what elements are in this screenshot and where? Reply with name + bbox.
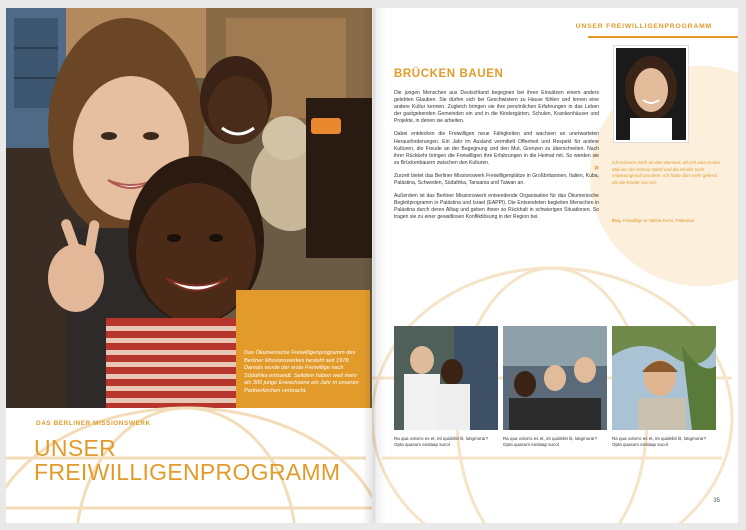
quote-author-role: Freiwillige in Talitha Kumi, Palästina (622, 218, 694, 223)
quote-author (612, 218, 694, 224)
paragraph-1: Die jungen Menschen aus Deutschland begegnen bei ihren Einsätzen einem anders gelebten Glauben. Sie dürfen sich bei Geschwistern zu Hause fühlen und lernen eine andere Kultur kennen. Zugleich bringen sie ihre persönlichen Erfahrungen in das Leben der gastgebenden Gemeinden ein und in die Kindergärten, Schulen, Krankenhäuser und Projekte, in denen sie arbeiten. (394, 90, 599, 125)
page-number: 35 (713, 498, 720, 504)
section-kicker: DAS BERLINER MISSIONSWERK (36, 420, 151, 427)
quote-author-name: Eva, (612, 218, 622, 223)
title-line-1: UNSER (34, 435, 117, 461)
section-title: BRÜCKEN BAUEN (394, 68, 504, 80)
thumbnail-photo-2 (503, 326, 607, 430)
thumbnail-photo-3 (612, 326, 716, 430)
paragraph-4: Außerdem ist das Berliner Missionswerk entsendende Organisation für das Ökumenische Begleitprogramm in Palästina und Israel (EAPPI). Die Entsendeten begleiten Menschen in Palästina durch deren Alltag und geben ihnen so Rückhalt in schwierigen Situationen. So tragen sie zu einer gewaltlosen Konfliktlösung in der Region bei. (394, 193, 599, 221)
left-page (6, 8, 372, 523)
thumbnail-photo-1 (394, 326, 498, 430)
paragraph-3: Zurzeit bietet das Berliner Missionswerk Freiwilligenplätze in Großbritannien, Italien, Kuba, Palästina, Schweden, Südafrika, Tansania und Taiwan an. (394, 172, 599, 187)
photo-caption-box: Das Ökumenische Freiwilligenprogramm des Berliner Missionswerkes besteht seit 1978. Damals wurde der erste Freiwillige nach Südafrika entsandt. Seitdem haben weit mehr als 300 junge Erwachsene ein Jahr in unseren Partnerkirchen verbracht. (236, 290, 370, 408)
body-text (394, 90, 599, 228)
thumbnail-caption-2: Ra qua volorro es et, int quidebit lit, lotigmorar? Opta quasum eoslaap sucol (503, 436, 598, 447)
thumbnail-caption-3: Ra qua volorro es et, int quidebit lit, lotigmorar? Opta quasum eoslaap sucol (612, 436, 707, 447)
title-line-2: FREIWILLIGENPROGRAMM (34, 459, 341, 485)
running-header: UNSER FREIWILLIGENPROGRAMM (575, 23, 712, 30)
pull-quote: Ich erinnere mich an den Moment, als ich zum ersten Mal vor der Klasse stand und die Kinder mich erwartungsvoll ansahen. Ich habe dort mehr gelernt als die Kinder von mir. (612, 160, 721, 185)
quote-marks-icon: » (594, 162, 600, 172)
volunteer-portrait (614, 46, 688, 142)
right-page (372, 8, 738, 523)
paragraph-2: Dabei entdecken die Freiwilligen neue Fähigkeiten und wachsen an unerwarteten Herausforderungen. Ein Jahr im Ausland vermittelt Offenheit und Respekt für andere Kulturen, die Freude an der Begegnung und den Mut, Grenzen zu überschreiten. Nach ihrer Rückkehr bringen die Freiwilligen ihre Erfahrungen in die Heimat mit. So werden sie zu Brückenbauern zwischen den Kulturen. (394, 131, 599, 166)
page-title (34, 436, 340, 484)
thumbnail-caption-1: Ra qua volorro es et, int quidebit lit, lotigmorar? Opta quasum eoslaap sucol (394, 436, 489, 447)
